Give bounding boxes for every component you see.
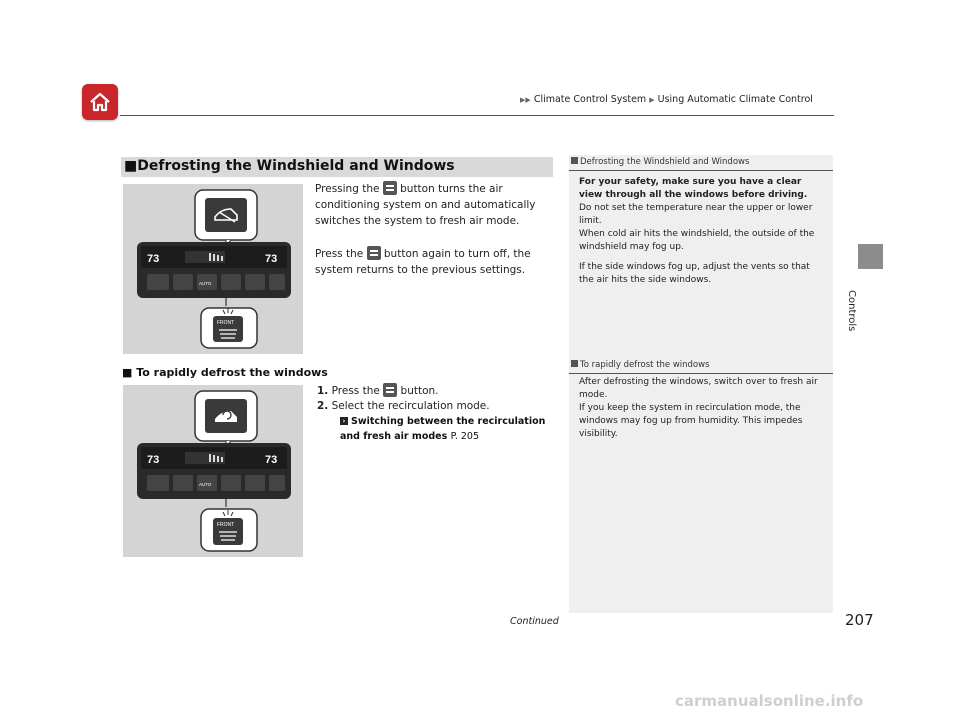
- breadcrumb-link-auto-climate[interactable]: Using Automatic Climate Control: [657, 94, 813, 105]
- home-icon: [88, 90, 112, 114]
- subsection-square-icon: ■: [122, 366, 133, 379]
- step-1: 1. Press the button.: [317, 385, 439, 397]
- step-2: 2. Select the recirculation mode.: [317, 400, 490, 412]
- front-defroster-button-icon: [367, 246, 381, 260]
- note-1-rule: [569, 170, 833, 171]
- breadcrumb-link-climate[interactable]: Climate Control System: [533, 94, 647, 105]
- note-icon: [571, 360, 578, 367]
- side-tab-marker[interactable]: [858, 244, 883, 269]
- breadcrumb-arrow-icon: ▶: [649, 96, 655, 104]
- front-defroster-button-icon: [383, 181, 397, 195]
- note-2-body: After defrosting the windows, switch over to fresh air mode. If you keep the system in recirculation mode, the windows may fog up from humidity. This impedes visibility.: [579, 377, 818, 439]
- svg-text:AUTO: AUTO: [199, 281, 212, 286]
- section-paragraph-2: Press the button again to turn off, the system returns to the previous settings.: [315, 248, 531, 276]
- breadcrumb: [520, 94, 813, 105]
- svg-text:73: 73: [265, 253, 278, 265]
- continued-label: Continued: [510, 616, 559, 627]
- page-number: 207: [845, 611, 874, 629]
- figure-climate-panel-1: [123, 184, 303, 354]
- note-1-body: For your safety, make sure you have a clear view through all the windows before driving. Do not set the temperature near the upper or lower limit. When cold air hits the windshield, the outside of the windshield may fog up. If the side windows fog up, adjust the vents so that the air hits the side windows.: [579, 177, 815, 285]
- note-2-title: To rapidly defrost the windows: [571, 360, 710, 370]
- cross-reference-link[interactable]: › Switching between the recirculation and fresh air modes P. 205: [340, 416, 546, 442]
- figure-climate-panel-2: [123, 385, 303, 557]
- svg-text:73: 73: [147, 253, 160, 265]
- svg-text:73: 73: [147, 454, 160, 466]
- svg-text:73: 73: [265, 454, 278, 466]
- note-2-rule: [569, 373, 833, 374]
- reference-arrow-icon: ›: [340, 417, 348, 425]
- side-tab-label[interactable]: Controls: [846, 290, 857, 332]
- watermark: carmanualsonline.info: [675, 692, 864, 710]
- section-square-icon: ■: [124, 158, 138, 174]
- front-defroster-button-icon: [383, 383, 397, 397]
- svg-text:FRONT: FRONT: [217, 320, 235, 326]
- header-rule: [120, 115, 834, 116]
- note-icon: [571, 157, 578, 164]
- svg-text:FRONT: FRONT: [217, 522, 235, 528]
- svg-text:AUTO: AUTO: [199, 482, 212, 487]
- home-button[interactable]: [82, 84, 118, 120]
- note-1-title: Defrosting the Windshield and Windows: [571, 157, 749, 167]
- subsection-title: ■ To rapidly defrost the windows: [122, 366, 328, 379]
- section-paragraph-1: Pressing the button turns the air conditioning system on and automatically switches the system to fresh air mode.: [315, 183, 536, 227]
- breadcrumb-arrow-icon: ▶▶: [520, 96, 531, 104]
- section-title: ■Defrosting the Windshield and Windows: [124, 158, 455, 174]
